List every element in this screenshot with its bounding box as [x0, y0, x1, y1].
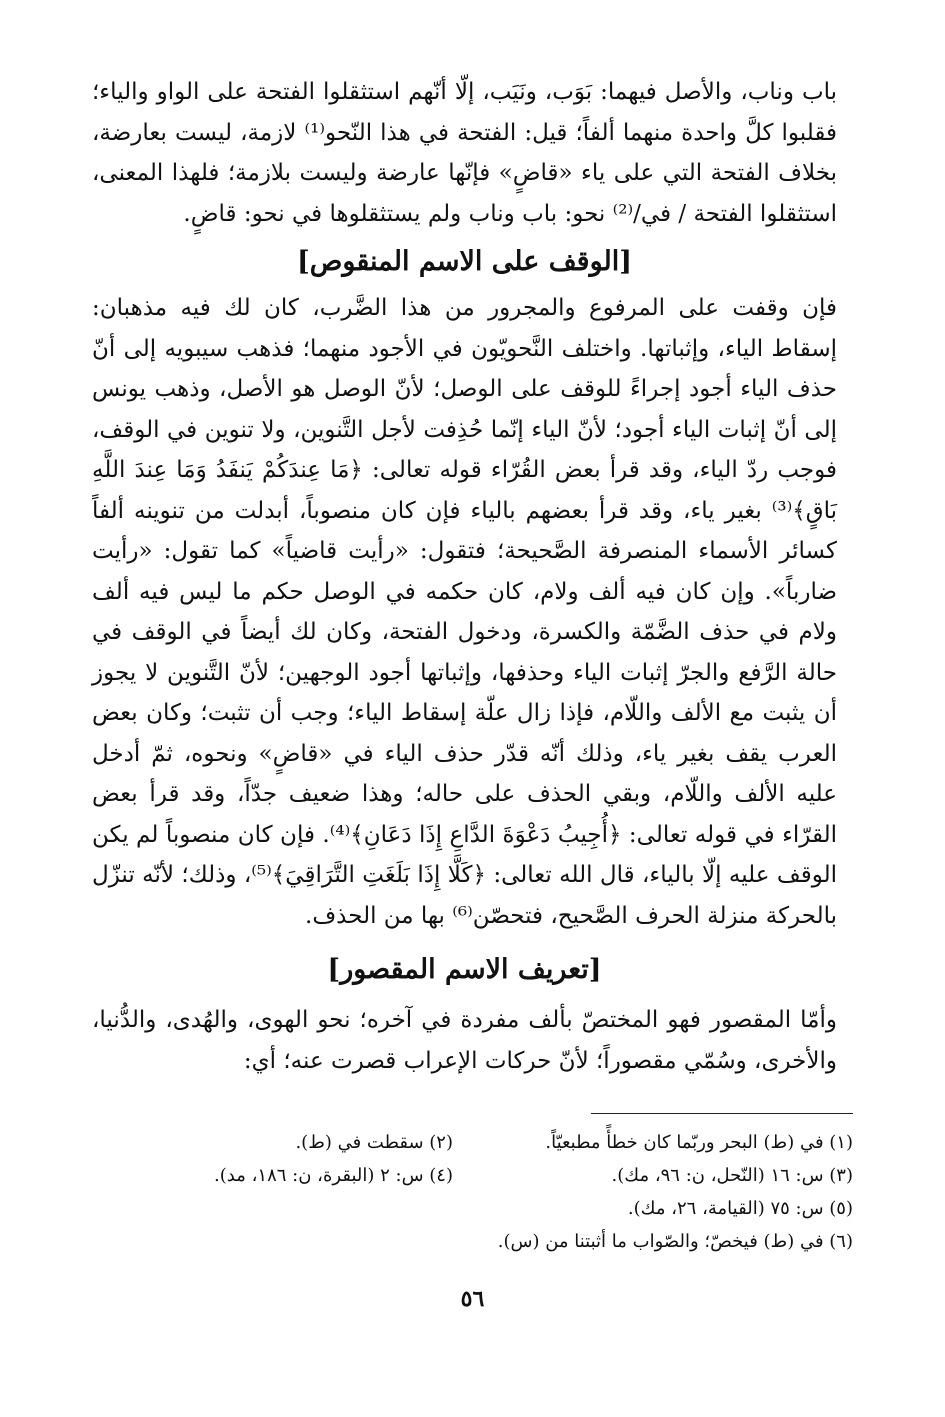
paragraph-maqsur: وأمّا المقصور فهو المختصّ بألف مفردة في آخره؛ نحو الهوى، والهُدى، والدُّنيا، والأخرى، وسُمّي مقصوراً؛ لأنّ حركات الإعراب قصرت عنه؛ أي:: [92, 1007, 837, 1074]
page-number: ٥٦: [460, 1286, 485, 1312]
section-heading-maqsur: [تعريف الاسم المقصور]: [327, 954, 602, 985]
section-heading-manqus: [الوقف على الاسم المنقوص]: [296, 246, 633, 277]
footnote-row: [108, 1159, 853, 1192]
paragraph-intro: باب وناب، والأصل فيهما: بَوَب، ونَيَب، إلّا أنّهم استثقلوا الفتحة على الواو والياء؛ فقلبوا كلَّ واحدة منهما ألفاً؛ قيل: الفتحة في هذا النّحو⁽¹⁾ لازمة، ليست بعارضة، بخلاف الفتحة التي على ياء «قاضٍ» فإنّها عارضة وليست بلازمة؛ فلهذا المعنى، استثقلوا الفتحة / في/⁽²⁾ نحو: باب وناب ولم يستثقلوها في نحو: قاضٍ.: [92, 79, 837, 227]
footnote-4: (٤) س: ٢ (البقرة، ن: ١٨٦، مد).: [214, 1165, 453, 1186]
page-body: [92, 72, 837, 1081]
paragraph-manqus: فإن وقفت على المرفوع والمجرور من هذا الضَّرب، كان لك فيه مذهبان: إسقاط الياء، وإثباتها. واختلف النَّحويّون في الأجود منهما؛ فذهب سيبويه إلى أنّ حذف الياء أجود إجراءً للوقف على الوصل؛ لأنّ الوصل هو الأصل، وذهب يونس إلى أنّ إثبات الياء أجود؛ لأنّ الياء إنّما حُذِفت لأجل التَّنوين، ولا تنوين في الوقف، فوجب ردّ الياء، وقد قرأ بعض القُرّاء قوله تعالى: ﴿مَا عِندَكُمْ يَنفَدُ وَمَا عِندَ اللَّهِ بَاقٍ﴾⁽³⁾ بغير ياء، وقد قرأ بعضهم بالياء فإن كان منصوباً، أبدلت من تنوينه ألفاً كسائر الأسماء المنصرفة الصَّحيحة؛ فتقول: «رأيت قاضياً» كما تقول: «رأيت ضارباً». وإن كان فيه ألف ولام، كان حكمه في الوصل حكم ما ليس فيه ألف ولام في حذف الضَّمّة والكسرة، ودخول الفتحة، وكان لك أيضاً في الوقف في حالة الرَّفع والجرّ إثبات الياء وحذفها، وإثباتها أجود الوجهين؛ لأنّ التَّنوين لا يجوز أن يثبت مع الألف واللّام، فإذا زال علّة إسقاط الياء؛ وجب أن تثبت؛ وكان بعض العرب يقف بغير ياء، وذلك أنّه قدّر حذف الياء في «قاضٍ» ونحوه، ثمّ أدخل عليه الألف واللّام، وبقي الحذف على حاله؛ وهذا ضعيف جدّاً، وقد قرأ بعض القرّاء في قوله تعالى: ﴿أُجِيبُ دَعْوَةَ الدَّاعِ إِذَا دَعَانِ﴾⁽⁴⁾. فإن كان منصوباً لم يكن الوقف عليه إلّا بالياء، قال الله تعالى: ﴿كَلَّا إِذَا بَلَغَتِ التَّرَاقِيَ﴾⁽⁵⁾، وذلك؛ لأنّه تنزّل بالحركة منزلة الحرف الصَّحيح، فتحصّن⁽⁶⁾ بها من الحذف.: [92, 295, 838, 929]
footnote-5: (٥) س: ٧٥ (القيامة، ٢٦، مك).: [627, 1198, 853, 1219]
footnote-6: (٦) في (ط) فيخصّ؛ والصّواب ما أثبتنا من (س).: [497, 1231, 853, 1252]
footnote-1: (١) في (ط) البحر وربّما كان خطأً مطبعيّاً.: [545, 1132, 853, 1153]
footnote-2: (٢) سقطت في (ط).: [295, 1132, 453, 1153]
footnotes: [108, 1126, 853, 1258]
footnote-row: [108, 1126, 853, 1159]
footnote-row: [108, 1192, 853, 1225]
footnote-row: [108, 1225, 853, 1258]
footnote-3: (٣) س: ١٦ (النّحل، ن: ٩٦، مك).: [611, 1165, 853, 1186]
footnote-separator: [591, 1113, 853, 1114]
